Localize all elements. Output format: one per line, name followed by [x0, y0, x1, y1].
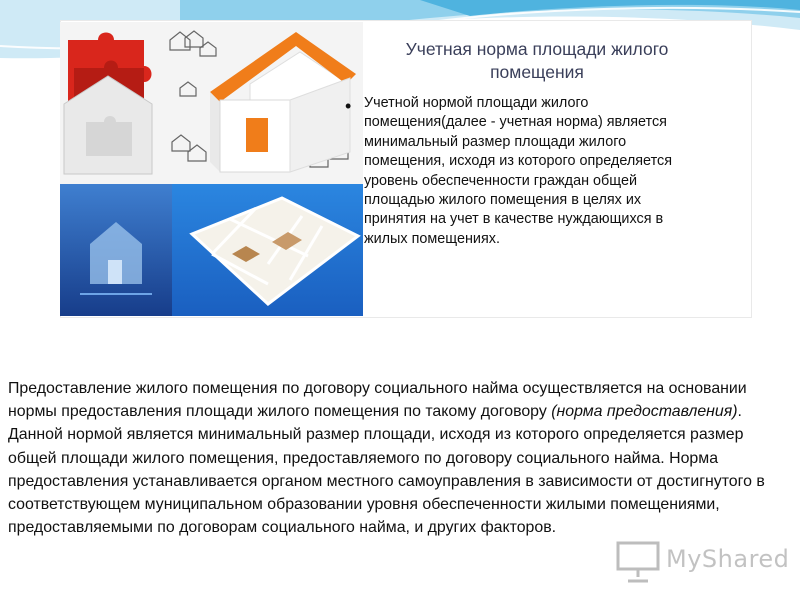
bullet-marker: • — [345, 96, 352, 116]
watermark-label: MyShared — [666, 545, 790, 573]
body-text-part-1: Предоставление жилого помещения по договору социального найма осуществляется на основании нормы предоставления площади жилого помещения по такому договору — [8, 380, 747, 421]
body-paragraph — [8, 377, 792, 539]
floor-plan-image — [172, 184, 363, 316]
houses-puzzle-image — [60, 22, 363, 184]
body-text-italic-term: (норма предоставления) — [551, 403, 738, 421]
slide-title: Учетная норма площади жилого помещения — [405, 39, 669, 82]
bullet-definition-text: Учетной нормой площади жилого помещения(далее - учетная норма) является минимальный размер площади жилого помещения, исходя из которого определяется уровень обеспеченности граждан общей площадью жилого помещения в целях их принятия на учет в качестве нуждающихся в жилых помещениях. — [364, 95, 672, 247]
body-text-part-3: . Данной нормой является минимальный размер площади, исходя из которого определяется размер общей площади жилого помещения, предоставляемого по договору социального найма. Норма предоставления устанавливается органом местного самоуправления в зависимости от достигнутого в соответствующем муниципальном образовании уровня обеспеченности жилыми помещениями, предоставляемыми по договорам социального найма, и других факторов. — [8, 403, 765, 537]
glass-house-image — [60, 184, 172, 316]
watermark-logo — [614, 535, 794, 585]
projector-icon — [614, 535, 664, 585]
